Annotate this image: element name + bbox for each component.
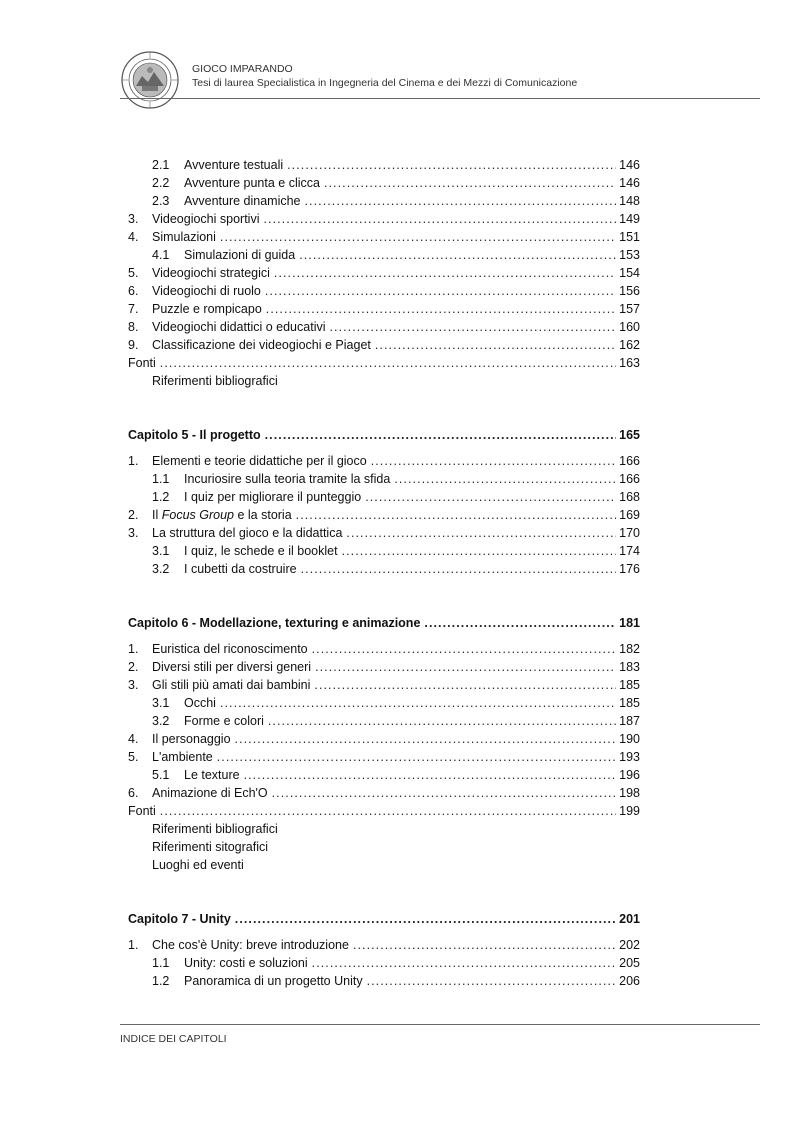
dot-leader — [299, 246, 616, 264]
toc-page-number: 151 — [619, 230, 640, 244]
toc-title — [152, 506, 292, 524]
dot-leader — [312, 954, 616, 972]
toc-page-number: 193 — [619, 750, 640, 764]
toc-page-number: 206 — [619, 974, 640, 988]
toc-page-number: 146 — [619, 158, 640, 172]
toc-entry[interactable] — [128, 542, 640, 560]
toc-title: I cubetti da costruire — [184, 562, 297, 576]
toc-page-number: 174 — [619, 544, 640, 558]
toc-title: Riferimenti bibliografici — [152, 822, 278, 836]
dot-leader — [265, 426, 616, 444]
spacer — [128, 578, 640, 614]
toc-entry[interactable] — [128, 336, 640, 354]
dot-leader — [235, 730, 616, 748]
toc-page-number: 185 — [619, 678, 640, 692]
toc-subentry[interactable] — [128, 820, 640, 838]
toc-title: Avventure punta e clicca — [184, 176, 320, 190]
table-of-contents — [128, 156, 640, 990]
dot-leader — [287, 156, 616, 174]
dot-leader — [220, 228, 616, 246]
toc-number: 1.2 — [152, 490, 170, 504]
toc-subentry[interactable] — [128, 372, 640, 390]
toc-entry[interactable] — [128, 954, 640, 972]
header-title: GIOCO IMPARANDO — [192, 63, 293, 75]
toc-page-number: 182 — [619, 642, 640, 656]
dot-leader — [315, 658, 616, 676]
toc-entry[interactable] — [128, 730, 640, 748]
toc-page-number: 163 — [619, 356, 640, 370]
toc-page-number: 166 — [619, 472, 640, 486]
toc-title: Simulazioni — [152, 230, 216, 244]
toc-subentry[interactable] — [128, 856, 640, 874]
dot-leader — [160, 802, 616, 820]
toc-page-number: 146 — [619, 176, 640, 190]
toc-entry[interactable] — [128, 174, 640, 192]
toc-title-part: Il — [152, 508, 162, 522]
dot-leader — [268, 712, 616, 730]
toc-page-number: 190 — [619, 732, 640, 746]
toc-number: 3.1 — [152, 696, 170, 710]
dot-leader — [367, 972, 616, 990]
toc-page-number: 199 — [619, 804, 640, 818]
toc-title: Avventure dinamiche — [184, 194, 301, 208]
toc-number: 3.2 — [152, 714, 170, 728]
toc-entry[interactable] — [128, 712, 640, 730]
toc-title: Videogiochi didattici o educativi — [152, 320, 326, 334]
toc-page-number: 148 — [619, 194, 640, 208]
toc-page-number: 183 — [619, 660, 640, 674]
toc-title: Occhi — [184, 696, 216, 710]
toc-title: Videogiochi strategici — [152, 266, 270, 280]
toc-entry-fonti[interactable] — [128, 354, 640, 372]
toc-number: 9. — [128, 338, 139, 352]
toc-entry[interactable] — [128, 488, 640, 506]
toc-number: 1.2 — [152, 974, 170, 988]
chapter-title: Capitolo 7 - Unity — [128, 912, 231, 926]
toc-entry[interactable] — [128, 228, 640, 246]
toc-title: I quiz, le schede e il booklet — [184, 544, 338, 558]
toc-entry[interactable] — [128, 246, 640, 264]
toc-title: Euristica del riconoscimento — [152, 642, 308, 656]
toc-title-part: e la storia — [234, 508, 292, 522]
toc-entry[interactable] — [128, 470, 640, 488]
toc-number: 5. — [128, 750, 139, 764]
toc-number: 3. — [128, 212, 139, 226]
header-subtitle: Tesi di laurea Specialistica in Ingegneria del Cinema e dei Mezzi di Comunicazione — [192, 77, 578, 89]
toc-title: La struttura del gioco e la didattica — [152, 526, 343, 540]
toc-number: 1.1 — [152, 956, 170, 970]
toc-page-number: 154 — [619, 266, 640, 280]
toc-number: 6. — [128, 284, 139, 298]
toc-number: 3.1 — [152, 544, 170, 558]
dot-leader — [330, 318, 617, 336]
dot-leader — [324, 174, 616, 192]
toc-page-number: 205 — [619, 956, 640, 970]
toc-title: Le texture — [184, 768, 240, 782]
dot-leader — [160, 354, 616, 372]
dot-leader — [365, 488, 616, 506]
toc-title: Fonti — [128, 804, 156, 818]
toc-number: 1.1 — [152, 472, 170, 486]
toc-page-number: 157 — [619, 302, 640, 316]
toc-number: 4. — [128, 230, 139, 244]
toc-number: 2. — [128, 508, 139, 522]
toc-number: 2.2 — [152, 176, 170, 190]
toc-title: Simulazioni di guida — [184, 248, 296, 262]
toc-number: 4. — [128, 732, 139, 746]
dot-leader — [263, 210, 616, 228]
toc-number: 3. — [128, 526, 139, 540]
toc-number: 7. — [128, 302, 139, 316]
toc-page-number: 168 — [619, 490, 640, 504]
toc-page-number: 170 — [619, 526, 640, 540]
toc-number: 4.1 — [152, 248, 170, 262]
university-seal-logo — [120, 50, 180, 110]
dot-leader — [342, 542, 616, 560]
dot-leader — [220, 694, 616, 712]
toc-title: Animazione di Ech'O — [152, 786, 268, 800]
toc-entry[interactable] — [128, 300, 640, 318]
toc-entry[interactable] — [128, 972, 640, 990]
toc-entry[interactable] — [128, 282, 640, 300]
toc-title-emphasis: Focus Group — [161, 508, 234, 522]
toc-number: 5.1 — [152, 768, 170, 782]
dot-leader — [394, 470, 616, 488]
toc-number: 5. — [128, 266, 139, 280]
toc-title: Forme e colori — [184, 714, 264, 728]
toc-entry[interactable] — [128, 676, 640, 694]
toc-title: Che cos'è Unity: breve introduzione — [152, 938, 349, 952]
toc-title: Classificazione dei videogiochi e Piaget — [152, 338, 371, 352]
spacer — [128, 874, 640, 910]
toc-title: Gli stili più amati dai bambini — [152, 678, 311, 692]
toc-page-number: 156 — [619, 284, 640, 298]
toc-page-number: 198 — [619, 786, 640, 800]
toc-title: Videogiochi sportivi — [152, 212, 260, 226]
dot-leader — [266, 300, 616, 318]
toc-page-number: 166 — [619, 454, 640, 468]
toc-page-number: 181 — [619, 616, 640, 630]
toc-title: Elementi e teorie didattiche per il gioco — [152, 454, 367, 468]
footer-divider — [120, 1024, 760, 1025]
toc-entry[interactable] — [128, 264, 640, 282]
dot-leader — [265, 282, 616, 300]
spacer — [128, 390, 640, 426]
toc-entry[interactable] — [128, 658, 640, 676]
toc-title: Videogiochi di ruolo — [152, 284, 261, 298]
toc-number: 8. — [128, 320, 139, 334]
toc-page-number: 149 — [619, 212, 640, 226]
toc-page-number: 176 — [619, 562, 640, 576]
toc-entry[interactable] — [128, 766, 640, 784]
dot-leader — [305, 192, 616, 210]
toc-page-number: 162 — [619, 338, 640, 352]
toc-entry[interactable] — [128, 748, 640, 766]
header-divider — [120, 98, 760, 99]
toc-entry[interactable] — [128, 784, 640, 802]
toc-title: Fonti — [128, 356, 156, 370]
dot-leader — [244, 766, 616, 784]
toc-title: Luoghi ed eventi — [152, 858, 244, 872]
toc-entry[interactable] — [128, 452, 640, 470]
toc-chapter-6[interactable] — [128, 614, 640, 632]
toc-entry[interactable] — [128, 318, 640, 336]
dot-leader — [217, 748, 616, 766]
toc-page-number: 169 — [619, 508, 640, 522]
chapter-title: Capitolo 6 - Modellazione, texturing e animazione — [128, 616, 421, 630]
toc-entry[interactable] — [128, 936, 640, 954]
toc-title: Incuriosire sulla teoria tramite la sfida — [184, 472, 391, 486]
dot-leader — [424, 614, 616, 632]
toc-number: 1. — [128, 642, 139, 656]
toc-entry[interactable] — [128, 524, 640, 542]
toc-title: Il personaggio — [152, 732, 231, 746]
dot-leader — [235, 910, 616, 928]
running-header — [192, 62, 577, 90]
dot-leader — [274, 264, 616, 282]
toc-number: 6. — [128, 786, 139, 800]
toc-chapter-5[interactable] — [128, 426, 640, 444]
dot-leader — [371, 452, 616, 470]
toc-page-number: 196 — [619, 768, 640, 782]
toc-entry[interactable] — [128, 156, 640, 174]
toc-entry[interactable] — [128, 192, 640, 210]
toc-page-number: 165 — [619, 428, 640, 442]
dot-leader — [272, 784, 616, 802]
toc-number: 1. — [128, 454, 139, 468]
toc-number: 3. — [128, 678, 139, 692]
spacer — [128, 928, 640, 936]
running-footer: INDICE DEI CAPITOLI — [120, 1033, 227, 1045]
toc-entry[interactable] — [128, 560, 640, 578]
toc-entry[interactable] — [128, 506, 640, 524]
toc-page-number: 201 — [619, 912, 640, 926]
toc-title: Diversi stili per diversi generi — [152, 660, 312, 674]
toc-chapter-7[interactable] — [128, 910, 640, 928]
chapter-title: Capitolo 5 - Il progetto — [128, 428, 261, 442]
toc-number: 2. — [128, 660, 139, 674]
toc-title: I quiz per migliorare il punteggio — [184, 490, 362, 504]
dot-leader — [314, 676, 616, 694]
toc-page-number: 153 — [619, 248, 640, 262]
toc-title: Avventure testuali — [184, 158, 284, 172]
toc-subentry[interactable] — [128, 838, 640, 856]
toc-title: Riferimenti sitografici — [152, 840, 269, 854]
toc-title: L'ambiente — [152, 750, 213, 764]
toc-entry[interactable] — [128, 210, 640, 228]
toc-page-number: 187 — [619, 714, 640, 728]
toc-title: Unity: costi e soluzioni — [184, 956, 308, 970]
dot-leader — [346, 524, 616, 542]
toc-number: 2.3 — [152, 194, 170, 208]
toc-page-number: 185 — [619, 696, 640, 710]
toc-title: Puzzle e rompicapo — [152, 302, 262, 316]
toc-entry[interactable] — [128, 694, 640, 712]
dot-leader — [375, 336, 616, 354]
toc-number: 2.1 — [152, 158, 170, 172]
toc-title: Riferimenti bibliografici — [152, 374, 278, 388]
toc-number: 3.2 — [152, 562, 170, 576]
toc-page-number: 160 — [619, 320, 640, 334]
dot-leader — [301, 560, 616, 578]
toc-number: 1. — [128, 938, 139, 952]
dot-leader — [296, 506, 616, 524]
dot-leader — [353, 936, 616, 954]
toc-page-number: 202 — [619, 938, 640, 952]
dot-leader — [312, 640, 616, 658]
toc-title: Panoramica di un progetto Unity — [184, 974, 363, 988]
spacer — [128, 444, 640, 452]
toc-entry[interactable] — [128, 640, 640, 658]
toc-entry-fonti[interactable] — [128, 802, 640, 820]
spacer — [128, 632, 640, 640]
